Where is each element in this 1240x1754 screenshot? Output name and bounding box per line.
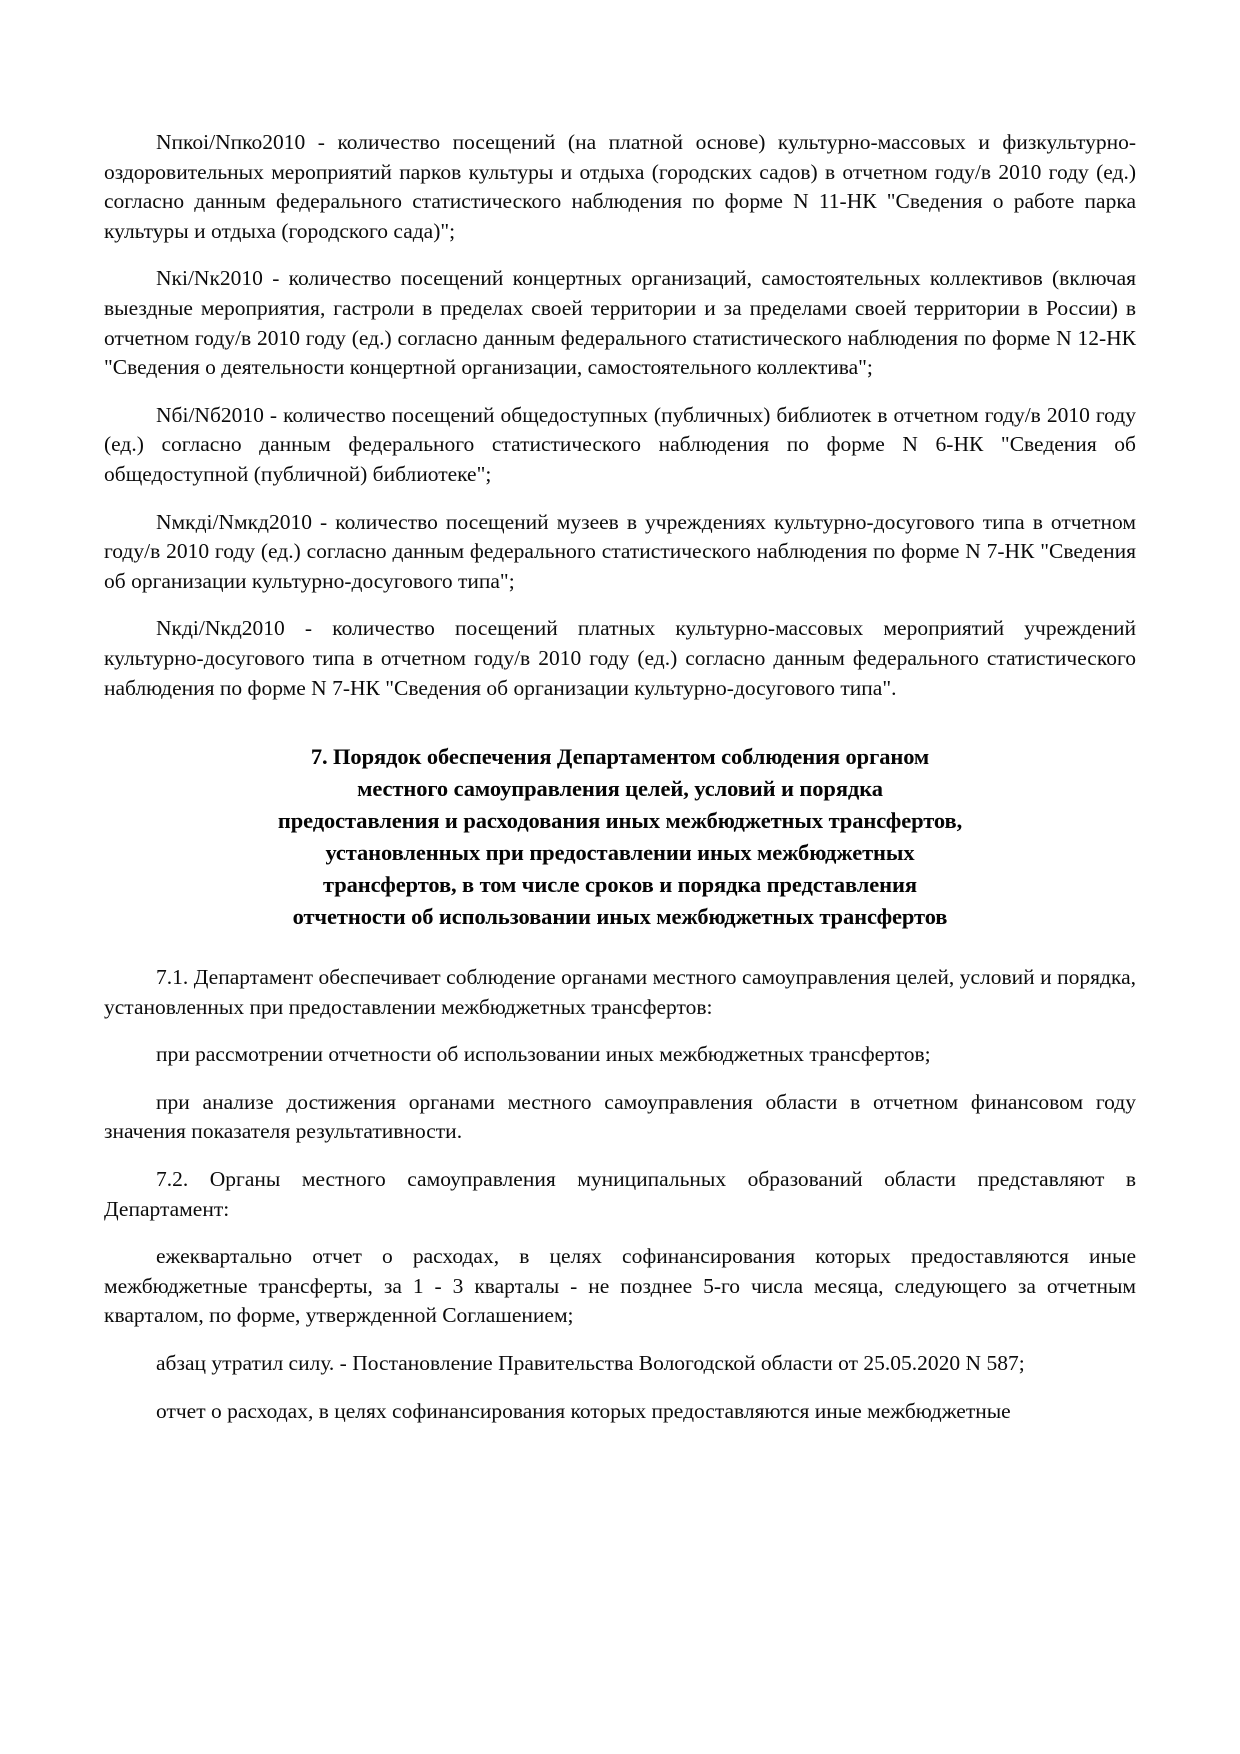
paragraph-7-2-item-2: абзац утратил силу. - Постановление Правительства Вологодской области от 25.05.2020 N 587; bbox=[156, 1351, 1025, 1376]
paragraph-definition-nkd: Nкдi/Nкд2010 - количество посещений платных культурно-массовых мероприятий учреждений культурно-досугового типа в отчетном году/в 2010 году (ед.) согласно данным федерального статистического наблюдения по форме N 7-НК "Сведения об организации культурно-досугового типа". bbox=[104, 616, 1136, 700]
section-heading-line-1: 7. Порядок обеспечения Департаментом соблюдения органом bbox=[310, 744, 930, 770]
paragraph-definition-nk: Nкi/Nк2010 - количество посещений концертных организаций, самостоятельных коллективов (включая выездные мероприятия, гастроли в пределах своей территории и за пределами своей территории в России) в отчетном году/в 2010 году (ед.) согласно данным федерального статистического наблюдения по форме N 12-НК "Сведения о деятельности концертной организации, самостоятельного коллектива"; bbox=[104, 266, 1136, 380]
paragraph-7-1-item-1: при рассмотрении отчетности об использовании иных межбюджетных трансфертов; bbox=[156, 1042, 931, 1067]
paragraph-7-1: 7.1. Департамент обеспечивает соблюдение органами местного самоуправления целей, условий и порядка, установленных при предоставлении межбюджетных трансфертов: bbox=[104, 965, 1136, 1019]
section-heading-line-5: трансфертов, в том числе сроков и порядка представления bbox=[323, 872, 917, 898]
paragraph-definition-nb: Nбi/Nб2010 - количество посещений общедоступных (публичных) библиотек в отчетном году/в 2010 году (ед.) согласно данным федерального статистического наблюдения по форме N 6-НК "Сведения об общедоступной (публичной) библиотеке"; bbox=[104, 402, 1136, 486]
paragraph-7-1-item-2: при анализе достижения органами местного самоуправления области в отчетном финансовом году значения показателя результативности. bbox=[104, 1089, 1136, 1144]
document-text-column bbox=[104, 128, 1136, 1444]
section-heading-line-4: установленных при предоставлении иных межбюджетных bbox=[325, 840, 915, 866]
paragraph-7-2-item-1: ежеквартально отчет о расходах, в целях софинансирования которых предоставляются иные межбюджетные трансферты, за 1 - 3 кварталы - не позднее 5-го числа месяца, следующего за отчетным кварталом, по форме, утвержденной Соглашением; bbox=[104, 1244, 1136, 1328]
section-heading bbox=[104, 741, 1136, 933]
paragraph-definition-npko: Nпкоi/Nпко2010 - количество посещений (на платной основе) культурно-массовых и физкультурно-оздоровительных мероприятий парков культуры и отдыха (городских садов) в отчетном году/в 2010 году (ед.) согласно данным федерального статистического наблюдения по форме N 11-НК "Сведения о работе парка культуры и отдыха (городского сада)"; bbox=[104, 130, 1136, 243]
section-heading-line-6: отчетности об использовании иных межбюджетных трансфертов bbox=[292, 904, 948, 930]
paragraph-7-2-item-3: отчет о расходах, в целях софинансирования которых предоставляются иные межбюджетные bbox=[156, 1398, 1011, 1423]
paragraph-definition-nmkd: Nмкдi/Nмкд2010 - количество посещений музеев в учреждениях культурно-досугового типа в отчетном году/в 2010 году (ед.) согласно данным федерального статистического наблюдения по форме N 7-НК "Сведения об организации культурно-досугового типа"; bbox=[104, 509, 1136, 593]
paragraph-7-2: 7.2. Органы местного самоуправления муниципальных образований области представляют в Департамент: bbox=[104, 1167, 1136, 1221]
section-heading-line-2: местного самоуправления целей, условий и порядка bbox=[357, 776, 883, 802]
section-heading-line-3: предоставления и расходования иных межбюджетных трансфертов, bbox=[277, 808, 963, 834]
